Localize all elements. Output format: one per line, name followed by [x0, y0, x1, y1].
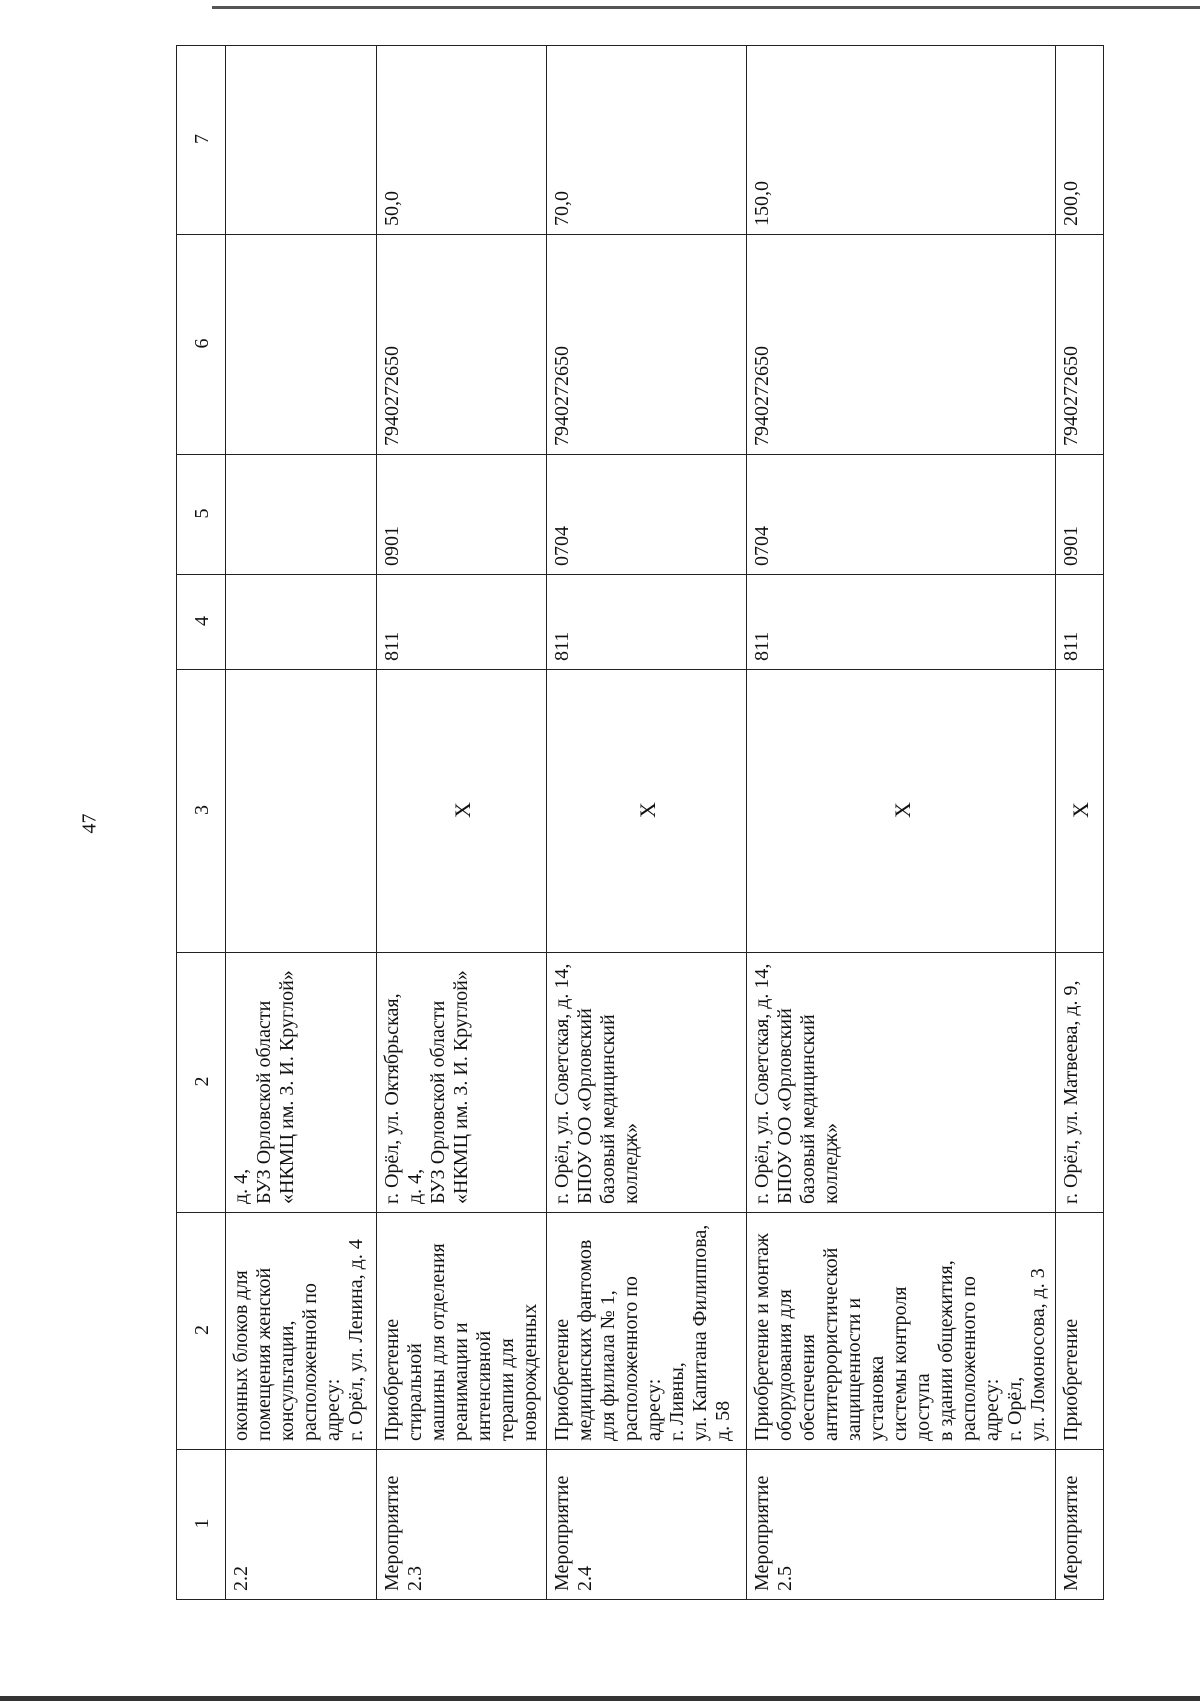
row-label: Мероприятие 2.5	[746, 1450, 1056, 1600]
header-col-3: 3	[177, 670, 226, 953]
col-5-value	[226, 455, 377, 575]
col-5-value: 0704	[546, 455, 746, 575]
col-3-value: Х	[376, 670, 546, 953]
budget-table	[176, 45, 1104, 1600]
row-label: Мероприятие 2.3	[376, 1450, 546, 1600]
activity-location: г. Орёл, ул. Октябрьская, д. 4, БУЗ Орловской области «НКМЦ им. З. И. Круглой»	[376, 953, 546, 1213]
col-7-value: 70,0	[546, 46, 746, 235]
col-3-value	[226, 670, 377, 953]
rotated-table-sheet	[176, 46, 1104, 1600]
activity-description: Приобретение	[1056, 1213, 1104, 1450]
activity-description: Приобретение и монтаж оборудования для обеспечения антитеррористической защищенности и установка системы контроля доступа в здании общежития, расположенного по адресу: г. Орёл, ул. Ломоносова, д. 3	[746, 1213, 1056, 1450]
col-5-value: 0704	[746, 455, 1056, 575]
col-6-value: 7940272650	[1056, 235, 1104, 455]
bottom-border-line	[0, 1696, 1200, 1701]
col-3-value: Х	[546, 670, 746, 953]
col-7-value	[226, 46, 377, 235]
col-4-value: 811	[1056, 575, 1104, 670]
header-col-6: 6	[177, 235, 226, 455]
col-7-value: 150,0	[746, 46, 1056, 235]
header-col-2b: 2	[177, 953, 226, 1213]
activity-location: г. Орёл, ул. Советская, д. 14, БПОУ ОО «Орловский базовый медицинский колледж»	[746, 953, 1056, 1213]
page-number: 47	[78, 813, 101, 834]
header-col-2a: 2	[177, 1213, 226, 1450]
col-7-value: 200,0	[1056, 46, 1104, 235]
table-row	[376, 46, 546, 1600]
header-row	[177, 46, 226, 1600]
row-label: 2.2	[226, 1450, 377, 1600]
col-3-value: Х	[1056, 670, 1104, 953]
activity-location: г. Орёл, ул. Матвеева, д. 9,	[1056, 953, 1104, 1213]
col-3-value: Х	[746, 670, 1056, 953]
activity-location: г. Орёл, ул. Советская, д. 14, БПОУ ОО «Орловский базовый медицинский колледж»	[546, 953, 746, 1213]
header-col-7: 7	[177, 46, 226, 235]
col-6-value	[226, 235, 377, 455]
col-6-value: 7940272650	[376, 235, 546, 455]
col-4-value	[226, 575, 377, 670]
col-6-value: 7940272650	[746, 235, 1056, 455]
col-5-value: 0901	[376, 455, 546, 575]
table-row	[746, 46, 1056, 1600]
row-label: Мероприятие	[1056, 1450, 1104, 1600]
col-4-value: 811	[746, 575, 1056, 670]
col-7-value: 50,0	[376, 46, 546, 235]
header-col-5: 5	[177, 455, 226, 575]
top-border-line	[212, 6, 1200, 9]
activity-location: д. 4, БУЗ Орловской области «НКМЦ им. З. И. Круглой»	[226, 953, 377, 1213]
col-4-value: 811	[376, 575, 546, 670]
activity-description: Приобретение стиральной машины для отделения реанимации и интенсивной терапии для новорожденных	[376, 1213, 546, 1450]
table-row	[1056, 46, 1104, 1600]
activity-description: оконных блоков для помещения женской консультации, расположенной по адресу: г. Орёл, ул. Ленина, д. 4	[226, 1213, 377, 1450]
row-label: Мероприятие 2.4	[546, 1450, 746, 1600]
col-6-value: 7940272650	[546, 235, 746, 455]
col-5-value: 0901	[1056, 455, 1104, 575]
table-row	[226, 46, 377, 1600]
table-row	[546, 46, 746, 1600]
header-col-1: 1	[177, 1450, 226, 1600]
col-4-value: 811	[546, 575, 746, 670]
header-col-4: 4	[177, 575, 226, 670]
activity-description: Приобретение медицинских фантомов для филиала № 1, расположенного по адресу: г. Ливны, ул. Капитана Филиппова, д. 58	[546, 1213, 746, 1450]
